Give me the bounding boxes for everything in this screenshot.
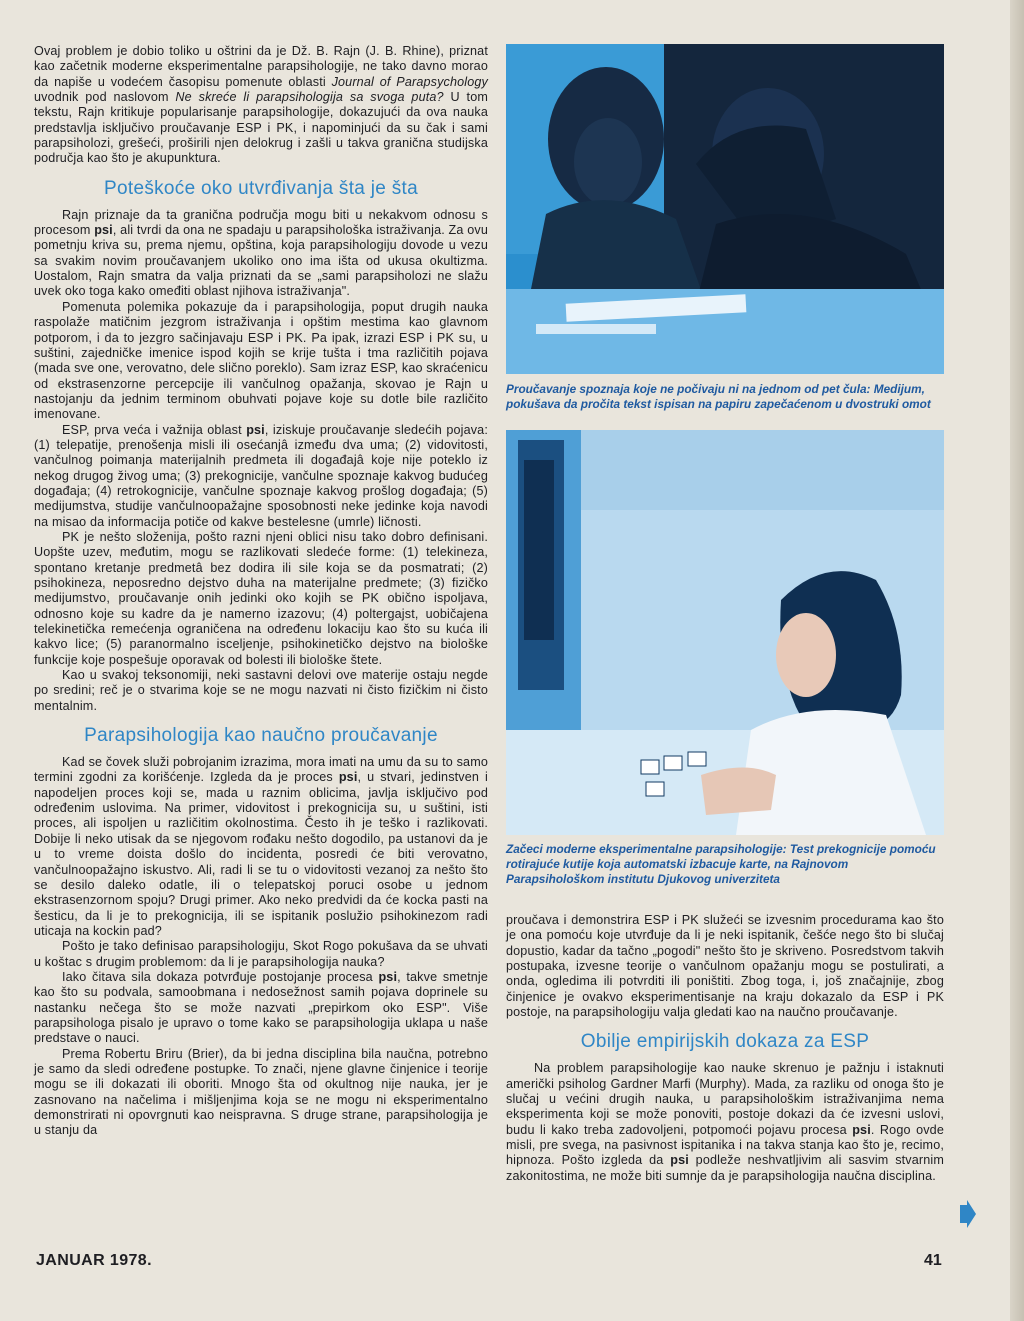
photo-1-illustration (506, 44, 944, 374)
psi-term: psi (378, 969, 398, 984)
section-heading-2: Parapsihologija kao naučno proučavanje (84, 725, 438, 747)
paragraph (34, 755, 488, 939)
paragraph: Pošto je tako definisao parapsihologiju, Skot Rogo pokušava da se uhvati u koštac s drugim problemom: da li je parapsihologija nauka? (34, 939, 488, 969)
text-run: ESP, prva veća i važnija oblast (62, 422, 247, 437)
paragraph: PK je nešto složenija, pošto razni njeni oblici nisu tako dobro definisani. Uopšte uzev, međutim, mogu se razlikovati sledeće forme: (1) telekineza, spontano kretanje predmetâ bez dodira ili sile koja se da posmatrati; (2) psihokineza, neposredno dejstvo duha na materijalne predmete; (3) fizičko medijumstvo, proučavanje onih jedinki oko kojih se PK obično ispoljava, odnosno koje su kadre da je namerno izazovu; (4) poltergajst, uobičajena telekinetička remećenja ograničena na određenu lokaciju kao što su kuća ili kakvo lice; (5) paranormalno isceljenje, psihokinetičko dejstvo na biološke funkcije koje pospešuje oporavak od bolesti ili biološke štete. (34, 529, 488, 667)
psi-term: psi (94, 223, 113, 238)
paragraph: Kao u svakoj teksonomiji, neki sastavni delovi ove materije ostaju negde po sredini; reč je o stvarima koje se ne mogu nazvati ni čisto fizičkim ni čisto mentalnim. (34, 668, 488, 713)
text-run: Na problem parapsihologije kao nauke skrenuo je pažnju i istaknuti američki psiholog Gardner Marfi (Murphy). Mada, za razliku od onoga što je slučaj u većini drugih nauka, u parapsihološkim istraživanjima nema eksperimenta koji se može ponoviti, postoje dokazi da će izvesni uslovi, budu li kako treba zadovoljeni, potpomoći pojavu procesa (506, 1061, 944, 1137)
intro-paragraph (34, 44, 488, 167)
left-column (34, 44, 488, 1139)
psi-term: psi (338, 770, 358, 785)
section-heading-1: Poteškoće oko utvrđivanja šta je šta (104, 177, 418, 199)
page-number: 41 (924, 1252, 942, 1269)
intro-text-3: U tom tekstu, Rajn kritikuje popularisanje parapsihologije, dokazujući da ova nauka predstavlja isključivo proučavanje ESP i PK, i napominjući da su čak i sami parapsiholozi, grešeći, proširili njen delokrug i zašli u takva granična studijska područja kao što je akupunktura. (34, 90, 488, 166)
photo-1-caption: Proučavanje spoznaja koje ne počivaju ni na jednom od pet čula: Medijum, pokušava da pročita tekst ispisan na papiru zapečaćenom u dvostruki omot (506, 382, 931, 411)
psi-term: psi (246, 422, 265, 437)
photo-2-caption: Začeci moderne eksperimentalne parapsihologije: Test prekognicije pomoću rotirajuće kutije koja automatski izbacuje karte, na Rajnovom Parapsihološkom institutu Djukovog univerziteta (506, 842, 936, 886)
text-run: , iziskuje proučavanje sledećih pojava: (1) telepatije, prenošenja misli ili osećanjâ između dva uma; (2) vidovitosti, vančulnog poimanja materijalnih predmeta ili događajâ koje nije poteklo iz nekog drugog živog uma; (3) prekognicije, vančulne spoznaje kakvog budućeg događaja; (4) retrokognicije, vančulne spoznaje kakvog prošlog događaja; (5) medijumstva, studije vančulnoopažajne sposobnosti neke jedinke koja navodi na misao da informacija potiče od kakve bestelesne (umrle) ličnosti. (34, 422, 488, 529)
text-run: podleže neshvatljivim ali sasvim stvarnim zakonitostima, ne može biti sumnje da je parapsihologija naučna disciplina. (506, 1153, 944, 1183)
psi-term: psi (670, 1153, 689, 1168)
right-column (506, 44, 944, 1184)
paragraph: Pomenuta polemika pokazuje da i parapsihologija, poput drugih nauka raspolaže matičnim jezgrom istraživanja i opštim mestima kao glavnom potporom, i da to jezgro sačinjavaju ESP i PK. Pa ipak, izrazi ESP i PK su, u suštini, zajedničke imenice ispod kojih se krije tušta i tma različitih pojava (mada sve one, verovatno, dele slično poreklo). Sam izraz ESP, kao skraćenicu od ekstrasenzorne percepcije ili vančulnog opažanja, skovao je Rajn u nastojanju da jednim terminom obuhvati pojave koje su dotle bile različito imenovane. (34, 299, 488, 422)
paragraph (34, 208, 488, 300)
paragraph (34, 423, 488, 530)
card-machine-photo (506, 430, 944, 835)
paragraph (506, 1061, 944, 1184)
arrow-right-icon (958, 1200, 976, 1228)
paragraph (34, 970, 488, 1047)
photo-2-illustration (506, 430, 944, 835)
text-run: Kad se čovek služi pobrojanim izrazima, mora imati na umu da su to samo termini zgodni za korišćenje. Izgleda da je proces (34, 755, 488, 785)
journal-title: Journal of Parapsychology (331, 74, 488, 89)
medium-reading-photo (506, 44, 944, 374)
paragraph: Prema Robertu Briru (Brier), da bi jedna disciplina bila naučna, potrebno je samo da sledi određene postupke. To znači, njene glavne činjenice i teorije mogu se ili dokazati ili oboriti. Mnogo šta od okultnog nije nauka, jer je zasnovano na načelima i mišljenjima koja se ne mogu ni eksperimentalno demonstrirati ni opovrgnuti kao neispravna. S druge strane, parapsihologija je u stanju da (34, 1046, 488, 1138)
section-heading-3: Obilje empirijskih dokaza za ESP (580, 1031, 870, 1053)
intro-text-2: uvodnik pod naslovom (34, 90, 176, 105)
continuation-paragraph: proučava i demonstrira ESP i PK služeći se izvesnim procedurama kao što je ona pomoću koje utvrđuje da li je neki ispitanik, češće nego što bi slučaj dopustio, kadar da tačno „pogodi" nešto što je skriveno. Posredstvom takvih postupaka, izvesne teorije o vančulnom opažanju mogu se postulirati, a onda, ogledima ili potvrditi ili poništiti. Zbog toga, i, još značajnije, zbog činjenice je ovakvo eksperimentisanje na kraju dokazalo da ESP i PK postoje, na parapsihologiju valja gledati kao na naučno proučavanje. (506, 913, 944, 1020)
page-edge (1010, 0, 1024, 1321)
issue-date: JANUAR 1978. (36, 1252, 152, 1269)
editorial-title: Ne skreće li parapsihologija sa svoga puta? (175, 90, 444, 105)
text-run: , ali tvrdi da ona ne spadaju u parapsihološka istraživanja. Za ovu pometnju kriva su, prema njemu, opština, koja parapsihologiju dovode u vezu sa svakim novim proučavanjem ukoliko ono ima išta od ukusa okultizma. Uostalom, Rajn smatra da valja priznati da se „sami parapsiholozi ne slažu uvek oko toga kako omeđiti oblast njihova istraživanja". (34, 223, 488, 299)
psi-term: psi (852, 1122, 871, 1137)
text-run: , takve smetnje kao što su podvala, samoobmana i nedosežnost samih pojava doprinele su nastanku nečega što se može nazvati „prepirkom oko ESP". Više parapsihologa pisalo je upravo o tome kako se parapsihologija uklapa u naše predstave o nauci. (34, 969, 488, 1046)
text-run: , u stvari, jedinstven i napodeljen proces koji se, mada u raznim oblicima, javlja isključivo pod određenim uslovima. Na primer, vidovitost i prekognicija su, u suštini, isti proces, ali ispoljen u različitim okolnostima. Često ih je teško i razlikovati. Dobije li neko utisak da se njegovom rođaku nešto dogodilo, pa ustanovi da je u to vreme doista došlo do incidenta, posredi će biti verovatno, vančulnoopažajno iskustvo. Ali, radi li se tu o vidovitosti vezanoj za nešto što se desilo daleko odatle, ili o telepatskoj poruci osobe u jednom ekstrasenzornom spoju? Drugi primer. Ako neko predvidi da će kocka pasti na šesticu, da li je to prekognicija, ili se ispitanik poslužio psihokinezom radi uticaja na kockin pad? (34, 770, 488, 938)
text-run: . Rogo ovde misli, pre svega, na pasivnost ispitanika i na takva stanja kao što je, recimo, hipnoza. Pošto izgleda da (506, 1122, 944, 1168)
text-run: Rajn priznaje da ta granična područja mogu biti u nekakvom odnosu s procesom (34, 207, 488, 238)
text-run: Iako čitava sila dokaza potvrđuje postojanje procesa (62, 969, 379, 984)
intro-text-1: Ovaj problem je dobio toliko u oštrini da je Dž. B. Rajn (J. B. Rhine), priznat kao začetnik moderne eksperimentalne parapsihologije, ne tako davno morao da napiše u vodećem časopisu pomenute oblasti (34, 44, 488, 89)
